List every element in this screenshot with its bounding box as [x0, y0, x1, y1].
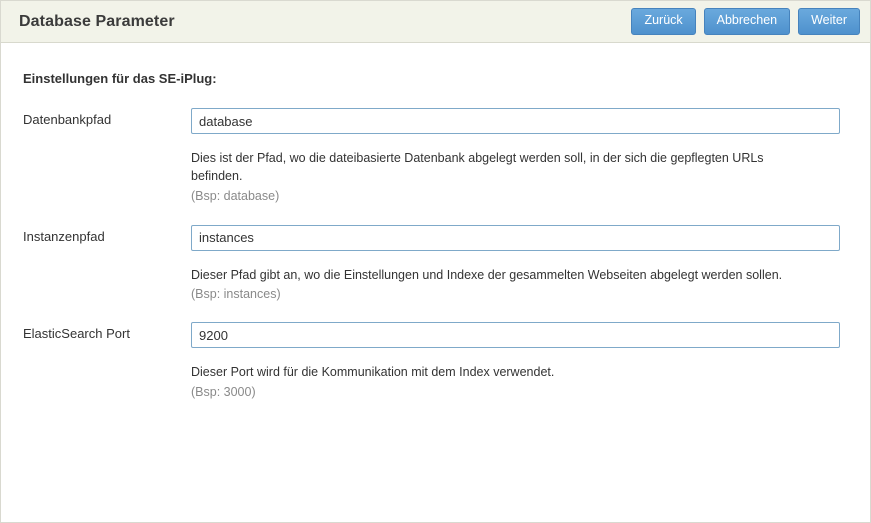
field-row-instances-path	[1, 225, 870, 302]
field-main-instances-path	[191, 225, 841, 302]
field-row-elasticsearch-port	[1, 322, 870, 399]
field-label-database-path: Datenbankpfad	[23, 112, 112, 127]
form-content	[1, 43, 870, 399]
header-button-group	[631, 8, 860, 35]
next-button[interactable]: Weiter	[798, 8, 860, 35]
help-text-instances-path: Dieser Pfad gibt an, wo die Einstellungen und Indexe der gesammelten Webseiten abgelegt werden sollen.	[191, 267, 783, 282]
field-row-database-path	[1, 108, 870, 203]
field-label-instances-path: Instanzenpfad	[23, 228, 105, 244]
example-text-database-path: (Bsp: database)	[191, 188, 280, 203]
database-path-input[interactable]	[191, 108, 840, 134]
field-main-elasticsearch-port	[191, 322, 841, 399]
instances-path-input[interactable]	[191, 225, 840, 251]
page-title: Database Parameter	[19, 12, 175, 30]
help-text-elasticsearch-port: Dieser Port wird für die Kommunikation mit dem Index verwendet.	[191, 365, 555, 380]
spacer	[1, 301, 870, 322]
help-text-database-path: Dies ist der Pfad, wo die dateibasierte Datenbank abgelegt werden soll, in der sich die gepflegten URLs befinden.	[191, 151, 764, 183]
field-main-database-path	[191, 108, 841, 203]
section-title: Einstellungen für das SE-iPlug:	[23, 71, 217, 86]
elasticsearch-port-input[interactable]	[191, 322, 840, 348]
cancel-button[interactable]: Abbrechen	[704, 8, 790, 35]
field-label-elasticsearch-port: ElasticSearch Port	[23, 326, 130, 342]
back-button[interactable]: Zurück	[631, 8, 695, 35]
spacer	[1, 203, 870, 225]
example-text-instances-path: (Bsp: instances)	[191, 287, 281, 302]
example-text-elasticsearch-port: (Bsp: 3000)	[191, 385, 256, 399]
header-bar	[1, 1, 870, 43]
